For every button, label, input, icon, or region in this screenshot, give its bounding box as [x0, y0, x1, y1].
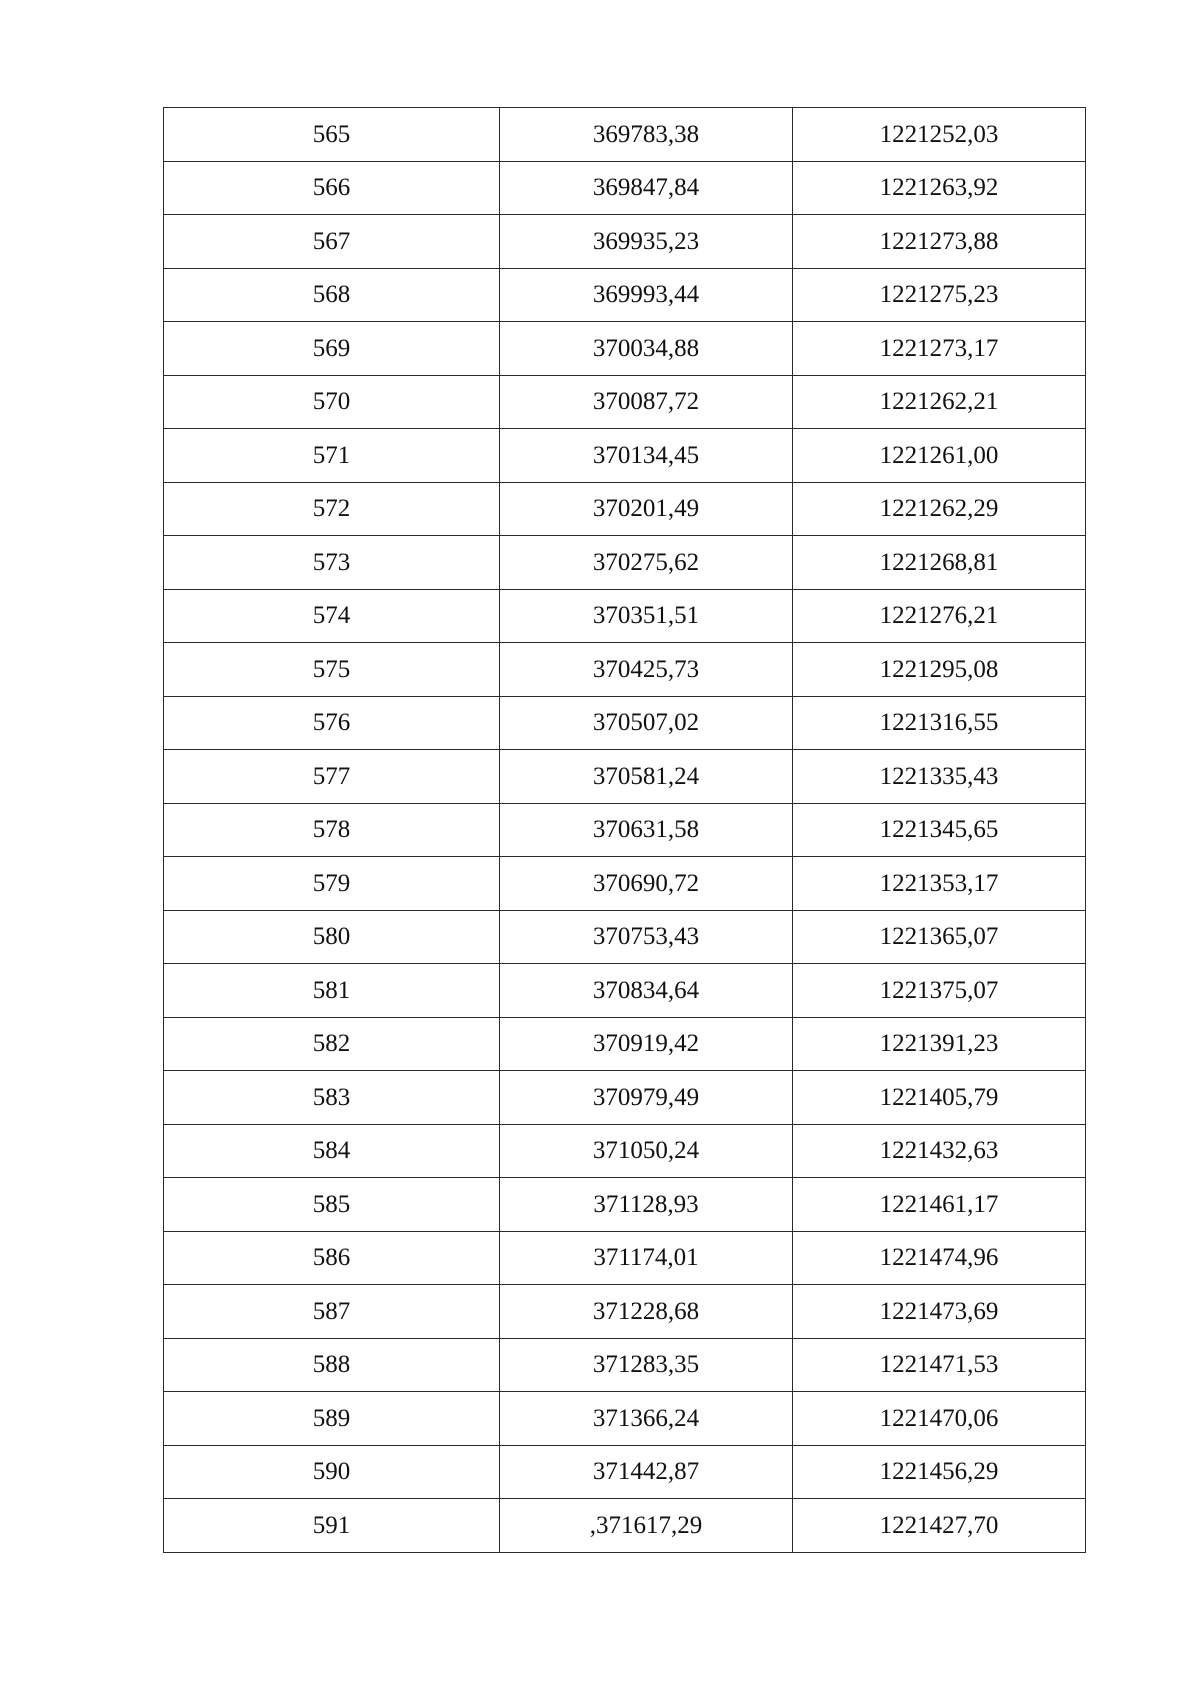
x-coordinate-cell: 371283,35 — [500, 1338, 793, 1392]
table-row — [164, 161, 1086, 215]
x-coordinate-cell: 369935,23 — [500, 215, 793, 269]
point-number-cell: 587 — [164, 1285, 500, 1339]
table-row — [164, 1178, 1086, 1232]
point-number-cell: 576 — [164, 696, 500, 750]
table-row — [164, 1017, 1086, 1071]
table-row — [164, 1285, 1086, 1339]
table-row — [164, 643, 1086, 697]
y-coordinate-cell: 1221275,23 — [793, 268, 1086, 322]
y-coordinate-cell: 1221263,92 — [793, 161, 1086, 215]
point-number-cell: 580 — [164, 910, 500, 964]
x-coordinate-cell: 371174,01 — [500, 1231, 793, 1285]
point-number-cell: 581 — [164, 964, 500, 1018]
x-coordinate-cell: 370753,43 — [500, 910, 793, 964]
y-coordinate-cell: 1221276,21 — [793, 589, 1086, 643]
point-number-cell: 573 — [164, 536, 500, 590]
table-row — [164, 215, 1086, 269]
x-coordinate-cell: 370834,64 — [500, 964, 793, 1018]
table-row — [164, 1231, 1086, 1285]
y-coordinate-cell: 1221474,96 — [793, 1231, 1086, 1285]
y-coordinate-cell: 1221268,81 — [793, 536, 1086, 590]
y-coordinate-cell: 1221262,21 — [793, 375, 1086, 429]
table-row — [164, 750, 1086, 804]
y-coordinate-cell: 1221432,63 — [793, 1124, 1086, 1178]
y-coordinate-cell: 1221353,17 — [793, 857, 1086, 911]
x-coordinate-cell: 370134,45 — [500, 429, 793, 483]
point-number-cell: 570 — [164, 375, 500, 429]
x-coordinate-cell: 370087,72 — [500, 375, 793, 429]
table-row — [164, 1445, 1086, 1499]
x-coordinate-cell: 370034,88 — [500, 322, 793, 376]
y-coordinate-cell: 1221375,07 — [793, 964, 1086, 1018]
table-row — [164, 322, 1086, 376]
point-number-cell: 591 — [164, 1499, 500, 1553]
y-coordinate-cell: 1221252,03 — [793, 108, 1086, 162]
table-row — [164, 964, 1086, 1018]
y-coordinate-cell: 1221273,17 — [793, 322, 1086, 376]
point-number-cell: 589 — [164, 1392, 500, 1446]
table-row — [164, 857, 1086, 911]
x-coordinate-cell: 370631,58 — [500, 803, 793, 857]
y-coordinate-cell: 1221391,23 — [793, 1017, 1086, 1071]
table-row — [164, 910, 1086, 964]
x-coordinate-cell: 370425,73 — [500, 643, 793, 697]
table-row — [164, 1499, 1086, 1553]
point-number-cell: 586 — [164, 1231, 500, 1285]
x-coordinate-cell: 371442,87 — [500, 1445, 793, 1499]
point-number-cell: 575 — [164, 643, 500, 697]
point-number-cell: 579 — [164, 857, 500, 911]
table-row — [164, 1071, 1086, 1125]
table-row — [164, 589, 1086, 643]
table-row — [164, 1392, 1086, 1446]
point-number-cell: 577 — [164, 750, 500, 804]
y-coordinate-cell: 1221427,70 — [793, 1499, 1086, 1553]
y-coordinate-cell: 1221295,08 — [793, 643, 1086, 697]
x-coordinate-cell: ,371617,29 — [500, 1499, 793, 1553]
table-row — [164, 108, 1086, 162]
x-coordinate-cell: 369847,84 — [500, 161, 793, 215]
y-coordinate-cell: 1221461,17 — [793, 1178, 1086, 1232]
x-coordinate-cell: 370275,62 — [500, 536, 793, 590]
x-coordinate-cell: 369993,44 — [500, 268, 793, 322]
table-row — [164, 268, 1086, 322]
x-coordinate-cell: 369783,38 — [500, 108, 793, 162]
point-number-cell: 572 — [164, 482, 500, 536]
coordinates-table — [163, 107, 1086, 1553]
point-number-cell: 590 — [164, 1445, 500, 1499]
point-number-cell: 574 — [164, 589, 500, 643]
point-number-cell: 571 — [164, 429, 500, 483]
x-coordinate-cell: 370507,02 — [500, 696, 793, 750]
point-number-cell: 584 — [164, 1124, 500, 1178]
x-coordinate-cell: 370690,72 — [500, 857, 793, 911]
table-row — [164, 375, 1086, 429]
y-coordinate-cell: 1221405,79 — [793, 1071, 1086, 1125]
y-coordinate-cell: 1221316,55 — [793, 696, 1086, 750]
x-coordinate-cell: 370201,49 — [500, 482, 793, 536]
point-number-cell: 582 — [164, 1017, 500, 1071]
y-coordinate-cell: 1221365,07 — [793, 910, 1086, 964]
x-coordinate-cell: 371128,93 — [500, 1178, 793, 1232]
y-coordinate-cell: 1221273,88 — [793, 215, 1086, 269]
y-coordinate-cell: 1221471,53 — [793, 1338, 1086, 1392]
point-number-cell: 569 — [164, 322, 500, 376]
x-coordinate-cell: 370351,51 — [500, 589, 793, 643]
y-coordinate-cell: 1221262,29 — [793, 482, 1086, 536]
table-row — [164, 696, 1086, 750]
table-row — [164, 803, 1086, 857]
y-coordinate-cell: 1221470,06 — [793, 1392, 1086, 1446]
table-row — [164, 1338, 1086, 1392]
y-coordinate-cell: 1221345,65 — [793, 803, 1086, 857]
point-number-cell: 585 — [164, 1178, 500, 1232]
point-number-cell: 565 — [164, 108, 500, 162]
y-coordinate-cell: 1221335,43 — [793, 750, 1086, 804]
x-coordinate-cell: 370581,24 — [500, 750, 793, 804]
point-number-cell: 567 — [164, 215, 500, 269]
table-row — [164, 429, 1086, 483]
x-coordinate-cell: 371366,24 — [500, 1392, 793, 1446]
y-coordinate-cell: 1221261,00 — [793, 429, 1086, 483]
point-number-cell: 588 — [164, 1338, 500, 1392]
point-number-cell: 566 — [164, 161, 500, 215]
x-coordinate-cell: 371228,68 — [500, 1285, 793, 1339]
x-coordinate-cell: 370979,49 — [500, 1071, 793, 1125]
x-coordinate-cell: 371050,24 — [500, 1124, 793, 1178]
point-number-cell: 568 — [164, 268, 500, 322]
table-row — [164, 1124, 1086, 1178]
point-number-cell: 578 — [164, 803, 500, 857]
table-row — [164, 536, 1086, 590]
x-coordinate-cell: 370919,42 — [500, 1017, 793, 1071]
point-number-cell: 583 — [164, 1071, 500, 1125]
coordinates-table-body — [164, 108, 1086, 1553]
y-coordinate-cell: 1221456,29 — [793, 1445, 1086, 1499]
y-coordinate-cell: 1221473,69 — [793, 1285, 1086, 1339]
table-row — [164, 482, 1086, 536]
